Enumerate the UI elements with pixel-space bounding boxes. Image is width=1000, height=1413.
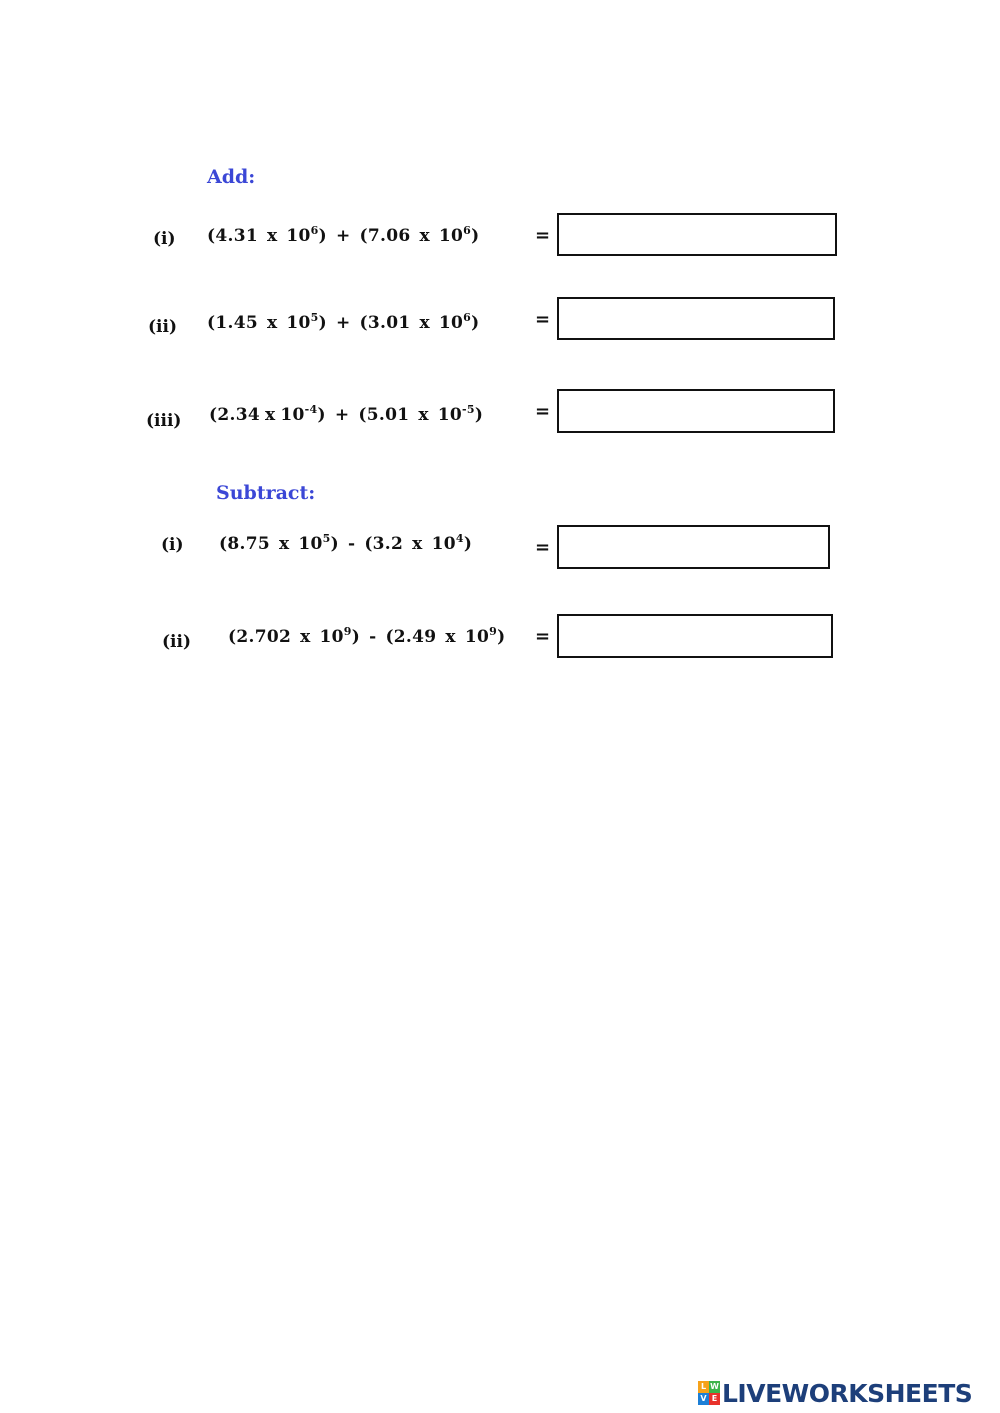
add-item-1-answer-input[interactable] <box>557 213 837 256</box>
subtract-item-1-expression: (8.75 x $10^5) - (3.2$ x $10^4$) <box>219 532 473 554</box>
subtract-item-2-equals: = <box>535 626 551 647</box>
add-item-1-equals: = <box>535 225 551 246</box>
logo-icon-cell: L <box>698 1381 709 1393</box>
add-item-1-label: (i) <box>153 229 176 249</box>
liveworksheets-logo-icon <box>698 1381 720 1405</box>
add-item-1-expression: (4.31 x $10^6) + (7.06$ x $10^6$) <box>207 224 480 246</box>
subtract-item-2-answer-input[interactable] <box>557 614 833 658</box>
liveworksheets-logo <box>698 1378 972 1408</box>
subtract-section-title: Subtract: <box>216 482 316 504</box>
add-section-title: Add: <box>207 166 256 188</box>
subtract-item-2-label: (ii) <box>162 632 192 652</box>
add-item-3-expression: (2.34 x $10^{-4}) + (5.01$ x $10^{-5}$) <box>209 403 484 425</box>
add-item-3-label: (iii) <box>146 411 182 431</box>
add-item-3-equals: = <box>535 401 551 422</box>
add-item-2-answer-input[interactable] <box>557 297 835 340</box>
add-item-3-answer-input[interactable] <box>557 389 835 433</box>
subtract-item-1-answer-input[interactable] <box>557 525 830 569</box>
subtract-item-1-label: (i) <box>161 535 184 555</box>
logo-icon-cell: V <box>698 1393 709 1405</box>
subtract-item-1-equals: = <box>535 537 551 558</box>
add-item-2-label: (ii) <box>148 317 178 337</box>
liveworksheets-logo-text: LIVEWORKSHEETS <box>722 1378 973 1408</box>
subtract-item-2-expression: (2.702 x $10^9) - (2.49$ x $10^9$) <box>228 625 506 647</box>
add-item-2-equals: = <box>535 309 551 330</box>
logo-icon-cell: E <box>709 1393 720 1405</box>
add-item-2-expression: (1.45 x $10^5) + (3.01$ x $10^6$) <box>207 311 480 333</box>
logo-icon-cell: W <box>710 1382 719 1391</box>
